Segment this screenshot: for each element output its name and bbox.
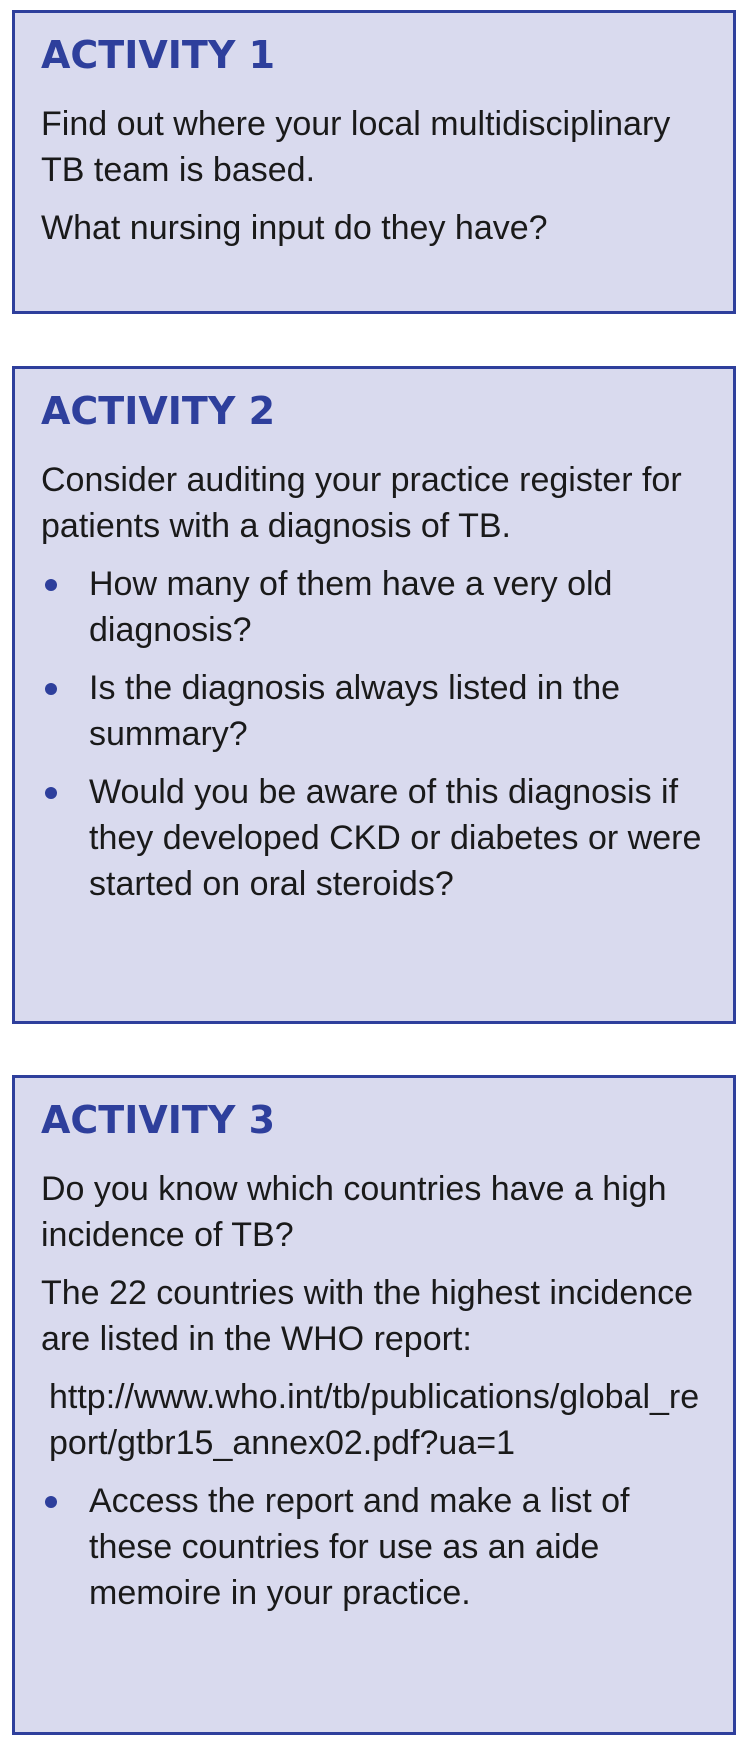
activity-3-bullet-list <box>41 1478 709 1616</box>
list-item-text: Is the diagnosis always listed in the summary? <box>89 669 621 753</box>
bullet-icon <box>45 579 57 591</box>
activity-1-paragraph: What nursing input do they have? <box>41 209 548 247</box>
bullet-icon <box>45 787 57 799</box>
list-item-text: How many of them have a very old diagnosis? <box>89 565 613 649</box>
bullet-icon <box>45 1496 57 1508</box>
activity-1-title: ACTIVITY 1 <box>41 33 276 77</box>
activity-3-paragraph: The 22 countries with the highest incidence are listed in the WHO report: <box>41 1274 694 1358</box>
activity-3-paragraph: Do you know which countries have a high incidence of TB? <box>41 1170 667 1254</box>
bullet-icon <box>45 683 57 695</box>
activity-2-title: ACTIVITY 2 <box>41 389 276 433</box>
list-item <box>41 561 709 653</box>
list-item <box>41 665 709 757</box>
list-item-text: Access the report and make a list of these countries for use as an aide memoire in your practice. <box>89 1482 630 1612</box>
list-item-text: Would you be aware of this diagnosis if they developed CKD or diabetes or were started on oral steroids? <box>89 773 702 903</box>
activity-2-box <box>12 366 736 1024</box>
activity-3-box <box>12 1075 736 1735</box>
activity-1-paragraph: Find out where your local multidisciplinary TB team is based. <box>41 105 671 189</box>
activity-3-title: ACTIVITY 3 <box>41 1098 276 1142</box>
who-report-link[interactable]: http://www.who.int/tb/publications/global_report/gtbr15_annex02.pdf?ua=1 <box>49 1378 700 1462</box>
activity-1-box <box>12 10 736 314</box>
list-item <box>41 769 709 907</box>
activity-2-bullet-list <box>41 561 709 907</box>
activity-2-intro: Consider auditing your practice register for patients with a diagnosis of TB. <box>41 461 682 545</box>
list-item <box>41 1478 709 1616</box>
